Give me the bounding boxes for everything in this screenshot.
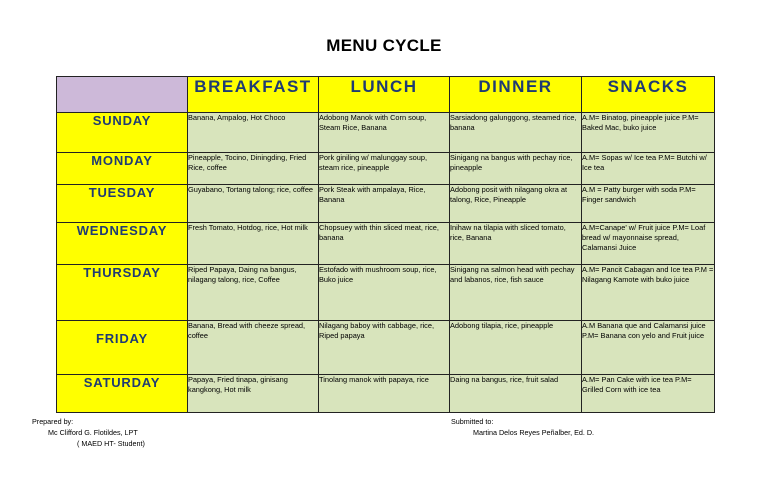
column-header-dinner: DINNER bbox=[450, 77, 582, 113]
page-title: MENU CYCLE bbox=[326, 36, 442, 55]
table-row bbox=[57, 321, 715, 375]
submitted-to-label: Submitted to: bbox=[451, 417, 494, 426]
prepared-by-label: Prepared by: bbox=[32, 417, 74, 426]
lunch-cell: Chopsuey with thin sliced meat, rice, banana bbox=[319, 223, 450, 265]
day-label: SUNDAY bbox=[57, 113, 188, 153]
column-header-breakfast: BREAKFAST bbox=[188, 77, 319, 113]
column-header-snacks: SNACKS bbox=[582, 77, 715, 113]
breakfast-cell: Guyabano, Tortang talong; rice, coffee bbox=[188, 185, 319, 223]
snacks-cell: A.M=Canape' w/ Fruit juice P.M= Loaf bread w/ mayonnaise spread, Calamansi Juice bbox=[582, 223, 715, 265]
day-label: MONDAY bbox=[57, 153, 188, 185]
lunch-cell: Tinolang manok with papaya, rice bbox=[319, 375, 450, 413]
submitted-to-name: Martina Delos Reyes Peñalber, Ed. D. bbox=[473, 428, 595, 437]
day-label: TUESDAY bbox=[57, 185, 188, 223]
table-row bbox=[57, 265, 715, 321]
breakfast-cell: Papaya, Fried tinapa, ginisang kangkong, Hot milk bbox=[188, 375, 319, 413]
snacks-cell: A.M Banana que and Calamansi juice P.M= Banana con yelo and Fruit juice bbox=[582, 321, 715, 375]
dinner-cell: Sinigang na bangus with pechay rice, pineapple bbox=[450, 153, 582, 185]
day-label: SATURDAY bbox=[57, 375, 188, 413]
column-header-lunch: LUNCH bbox=[319, 77, 450, 113]
snacks-cell: A.M= Binatog, pineapple juice P.M= Baked Mac, buko juice bbox=[582, 113, 715, 153]
table-row bbox=[57, 153, 715, 185]
table-row bbox=[57, 375, 715, 413]
snacks-cell: A.M= Pancit Cabagan and Ice tea P.M = Nilagang Kamote with buko juice bbox=[582, 265, 715, 321]
day-label: WEDNESDAY bbox=[57, 223, 188, 265]
breakfast-cell: Banana, Bread with cheeze spread, coffee bbox=[188, 321, 319, 375]
lunch-cell: Adobong Manok with Corn soup, Steam Rice, Banana bbox=[319, 113, 450, 153]
lunch-cell: Nilagang baboy with cabbage, rice, Riped papaya bbox=[319, 321, 450, 375]
menu-cycle-table bbox=[56, 76, 715, 413]
dinner-cell: Daing na bangus, rice, fruit salad bbox=[450, 375, 582, 413]
breakfast-cell: Pineapple, Tocino, Diningding, Fried Rice, coffee bbox=[188, 153, 319, 185]
prepared-by-role: ( MAED HT- Student) bbox=[77, 439, 145, 448]
dinner-cell: Sarsiadong galunggong, steamed rice, banana bbox=[450, 113, 582, 153]
dinner-cell: Sinigang na salmon head with pechay and labanos, rice, fish sauce bbox=[450, 265, 582, 321]
dinner-cell: Adobong tilapia, rice, pineapple bbox=[450, 321, 582, 375]
snacks-cell: A.M= Sopas w/ Ice tea P.M= Butchi w/ Ice tea bbox=[582, 153, 715, 185]
prepared-by-name: Mc Clifford G. Flotildes, LPT bbox=[48, 428, 138, 437]
breakfast-cell: Riped Papaya, Daing na bangus, nilagang talong, rice, Coffee bbox=[188, 265, 319, 321]
lunch-cell: Pork giniling w/ malunggay soup, steam rice, pineapple bbox=[319, 153, 450, 185]
dinner-cell: Adobong posit with nilagang okra at talong, Rice, Pineapple bbox=[450, 185, 582, 223]
lunch-cell: Pork Steak with ampalaya, Rice, Banana bbox=[319, 185, 450, 223]
snacks-cell: A.M = Patty burger with soda P.M= Finger sandwich bbox=[582, 185, 715, 223]
snacks-cell: A.M= Pan Cake with ice tea P.M= Grilled Corn with ice tea bbox=[582, 375, 715, 413]
breakfast-cell: Banana, Ampalog, Hot Choco bbox=[188, 113, 319, 153]
table-row bbox=[57, 223, 715, 265]
table-header-row bbox=[57, 77, 715, 113]
breakfast-cell: Fresh Tomato, Hotdog, rice, Hot milk bbox=[188, 223, 319, 265]
table-row bbox=[57, 113, 715, 153]
lunch-cell: Estofado with mushroom soup, rice, Buko juice bbox=[319, 265, 450, 321]
day-label: FRIDAY bbox=[57, 321, 188, 375]
table-row bbox=[57, 185, 715, 223]
dinner-cell: Inihaw na tilapia with sliced tomato, rice, Banana bbox=[450, 223, 582, 265]
day-label: THURSDAY bbox=[57, 265, 188, 321]
header-corner-cell bbox=[57, 77, 188, 113]
